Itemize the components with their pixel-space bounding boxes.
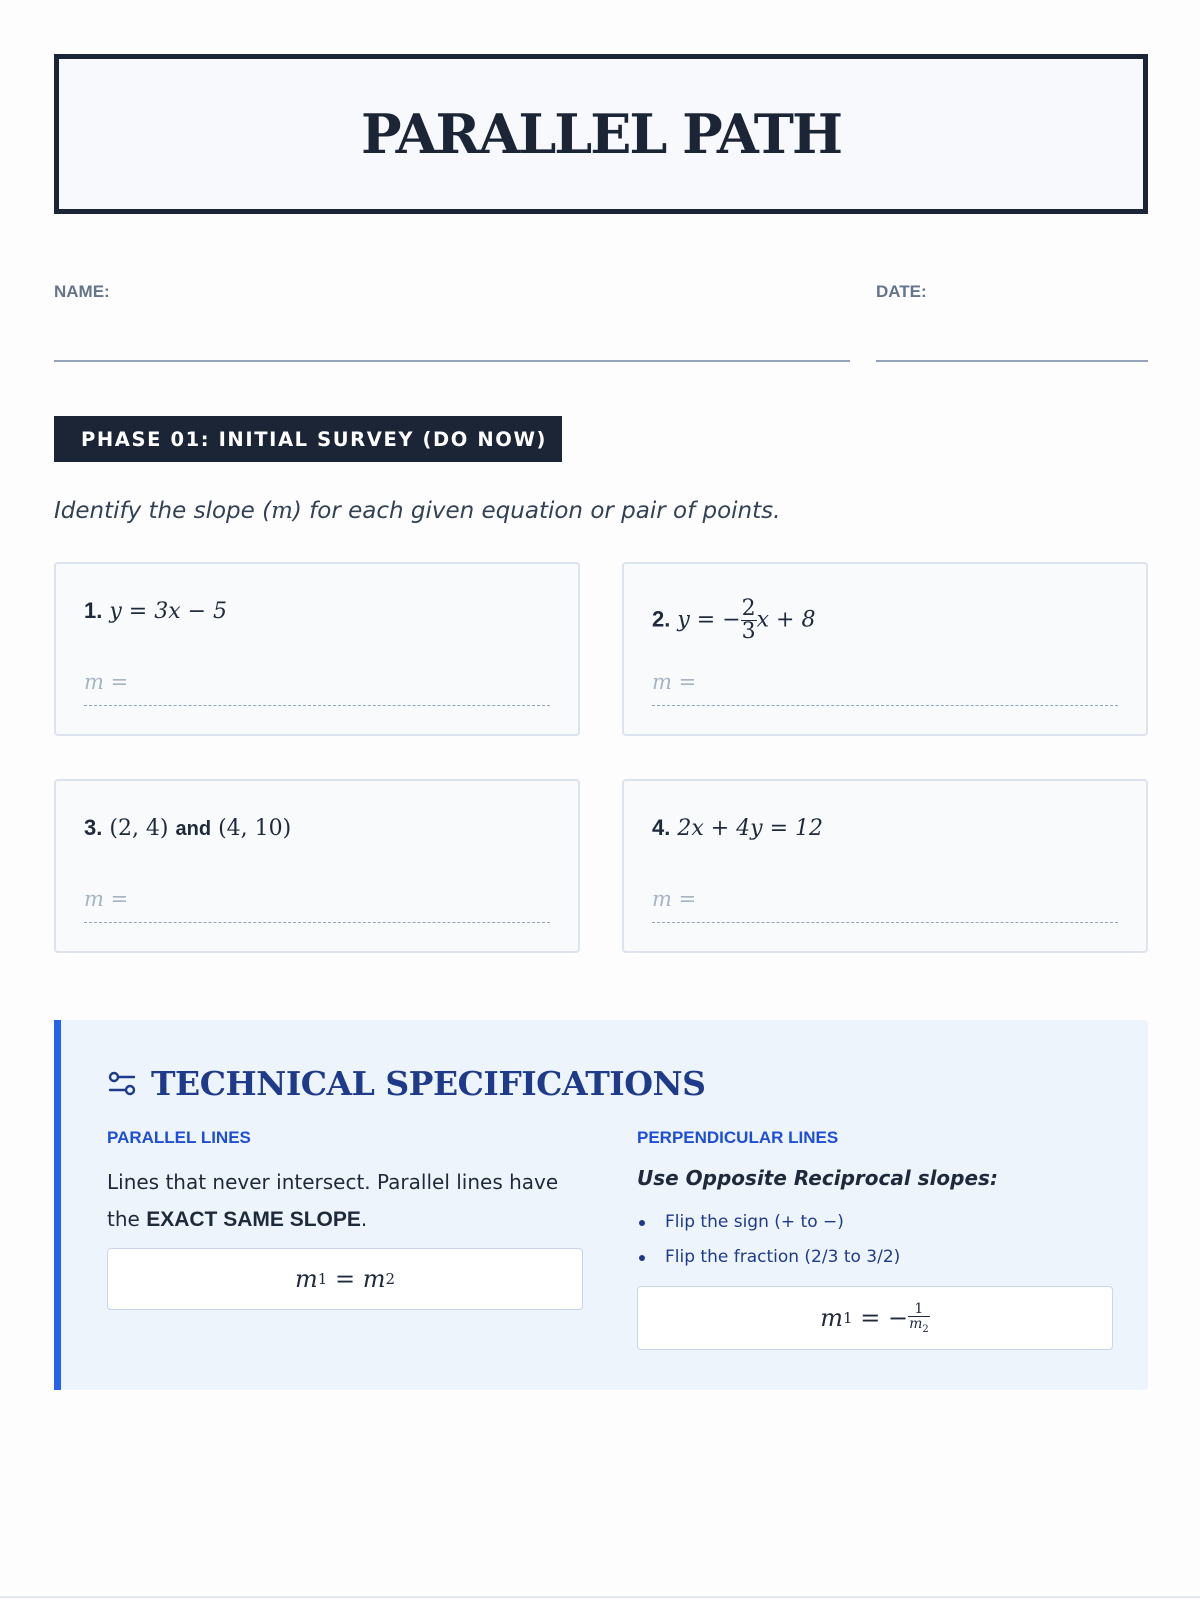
title-box <box>54 54 1148 214</box>
sliders-icon <box>107 1069 137 1099</box>
problem-question: 1. y = 3x − 5 <box>84 598 228 624</box>
perpendicular-subheading: Use Opposite Reciprocal slopes: <box>637 1166 998 1190</box>
perpendicular-heading: PERPENDICULAR LINES <box>637 1128 839 1147</box>
answer-line[interactable] <box>84 922 550 923</box>
page-bottom-rule <box>0 1596 1200 1598</box>
answer-prompt: m = <box>652 887 697 911</box>
page-title: PARALLEL PATH <box>360 102 842 166</box>
fraction: $\frac{1}{m_2}$ <box>909 1300 929 1335</box>
list-item: Flip the fraction (2/3 to 3/2) <box>637 1245 900 1280</box>
date-field[interactable] <box>876 360 1148 362</box>
perpendicular-formula: m 1 = − $\frac{1}{m_2}$ <box>637 1286 1113 1350</box>
answer-prompt: m = <box>84 887 129 911</box>
date-label: DATE: <box>876 282 927 301</box>
problem-card-2 <box>622 562 1148 736</box>
name-field[interactable] <box>54 360 850 362</box>
phase-instruction: Identify the slope (m) for each given equation or pair of points. <box>54 498 781 524</box>
answer-prompt: m = <box>652 670 697 694</box>
problem-card-3 <box>54 779 580 953</box>
fraction: $\frac{2}{3}$ <box>741 596 756 644</box>
answer-line[interactable] <box>84 705 550 706</box>
technical-specifications-panel <box>54 1020 1148 1390</box>
name-label: NAME: <box>54 282 110 301</box>
phase-banner: PHASE 01: INITIAL SURVEY (DO NOW) <box>54 416 562 462</box>
problem-card-4 <box>622 779 1148 953</box>
answer-line[interactable] <box>652 922 1118 923</box>
list-item: Flip the sign (+ to −) <box>637 1210 900 1245</box>
problem-question: 3. (2, 4) and (4, 10) <box>84 815 292 841</box>
parallel-description: Lines that never intersect. Parallel lines have the EXACT SAME SLOPE. <box>107 1170 559 1231</box>
perpendicular-steps <box>637 1210 900 1280</box>
parallel-formula: m 1 = m 2 <box>107 1248 583 1310</box>
problem-card-1 <box>54 562 580 736</box>
problem-question: 4. 2x + 4y = 12 <box>652 815 824 841</box>
answer-prompt: m = <box>84 670 129 694</box>
specs-title: TECHNICAL SPECIFICATIONS <box>107 1064 705 1103</box>
parallel-heading: PARALLEL LINES <box>107 1128 251 1147</box>
answer-line[interactable] <box>652 705 1118 706</box>
problem-question: 2. y = − $\frac{2}{3}$ x + 8 <box>652 596 816 644</box>
